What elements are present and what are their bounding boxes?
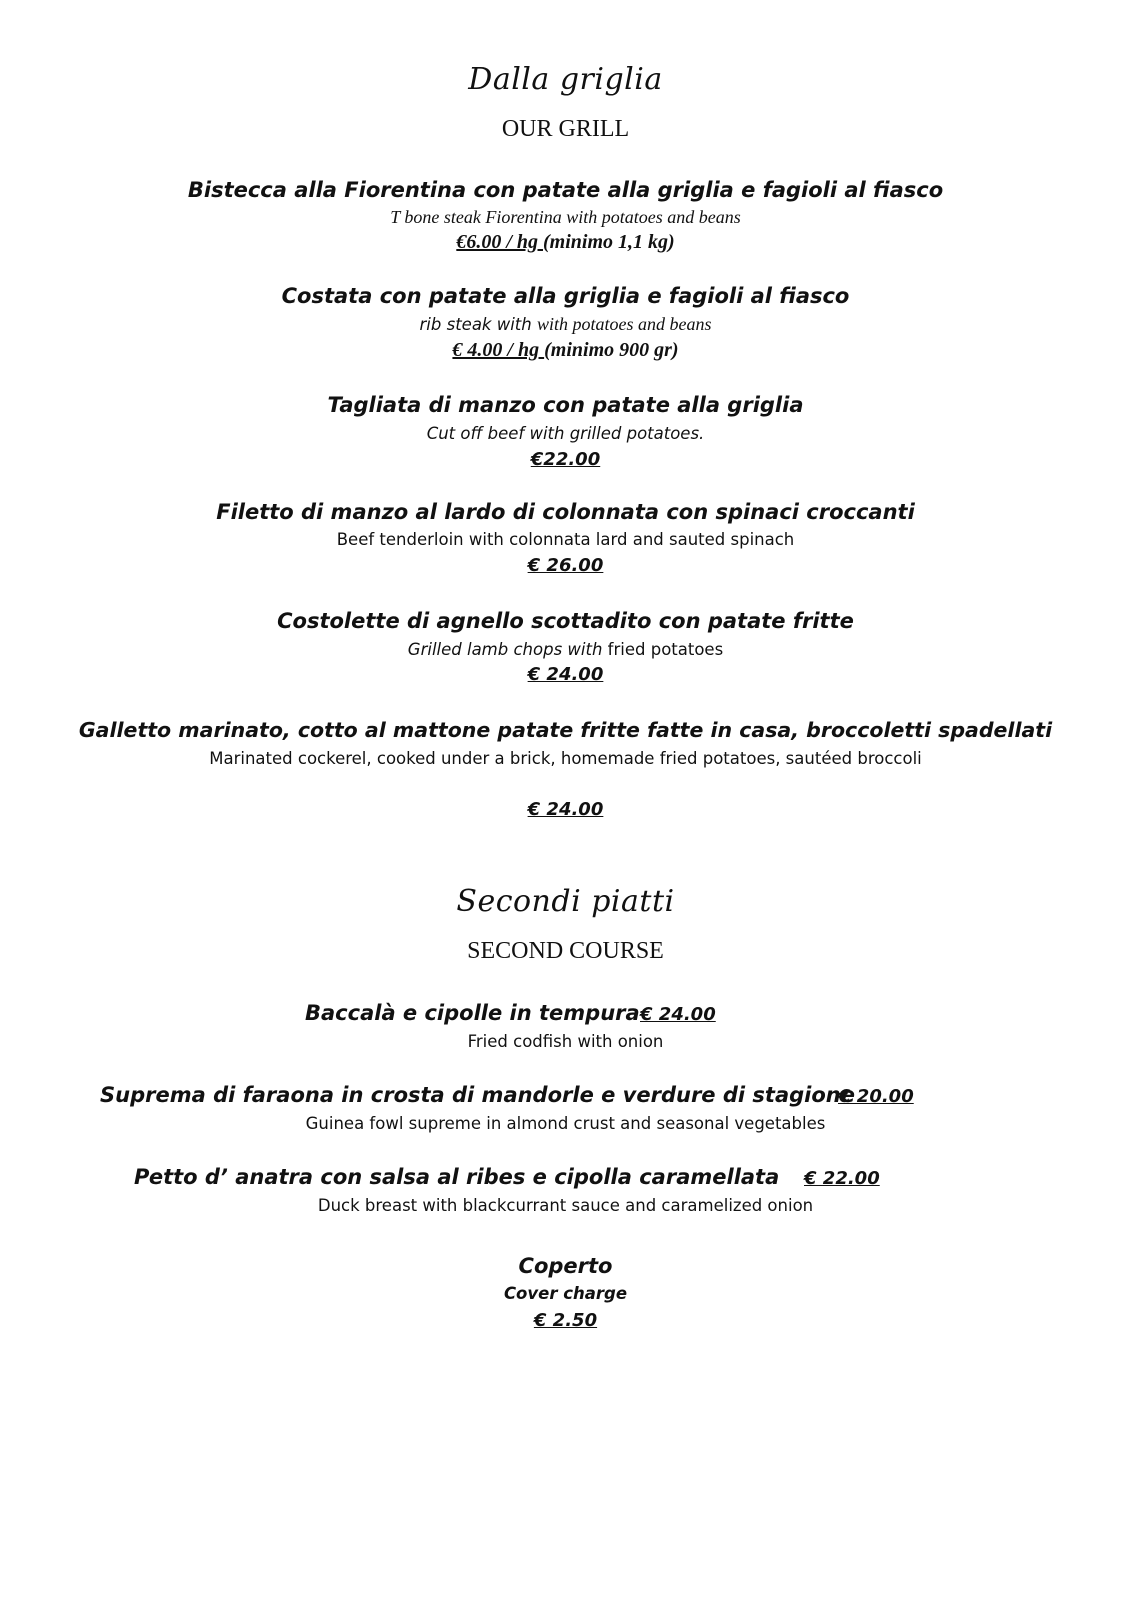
grill-item-6-desc: Marinated cockerel, cooked under a brick, homemade fried potatoes, sautéed broccoli bbox=[209, 749, 922, 768]
second-item-3-name: Petto d’ anatra con salsa al ribes e cipolla caramellata bbox=[134, 1165, 780, 1189]
second-title-script: Secondi piatti bbox=[456, 884, 675, 919]
grill-item-5-desc: Grilled lamb chops with fried potatoes bbox=[407, 640, 724, 659]
grill-title-script: Dalla griglia bbox=[468, 62, 663, 97]
grill-title-english: OUR GRILL bbox=[501, 116, 630, 142]
second-item-3-price: € 22.00 bbox=[804, 1168, 880, 1189]
grill-item-3-name: Tagliata di manzo con patate alla griglia bbox=[327, 393, 804, 417]
cover-subtitle: Cover charge bbox=[503, 1284, 628, 1303]
cover-title: Coperto bbox=[518, 1254, 613, 1278]
second-title-english: SECOND COURSE bbox=[467, 938, 664, 964]
grill-item-4-price: € 26.00 bbox=[527, 555, 604, 576]
grill-item-2-note: (minimo 900 gr) bbox=[544, 339, 679, 361]
grill-item-2-price: € 4.00 / hg bbox=[452, 339, 545, 361]
grill-item-1-price-line bbox=[0, 231, 1131, 254]
grill-item-6-price: € 24.00 bbox=[527, 799, 604, 820]
second-item-1-name: Baccalà e cipolle in tempura bbox=[305, 1001, 640, 1025]
second-item-2-desc: Guinea fowl supreme in almond crust and seasonal vegetables bbox=[305, 1114, 826, 1133]
grill-item-2-price-line bbox=[0, 339, 1131, 362]
grill-item-1-desc: T bone steak Fiorentina with potatoes and beans bbox=[390, 207, 741, 227]
grill-item-4-name: Filetto di manzo al lardo di colonnata con spinaci croccanti bbox=[216, 500, 915, 524]
second-item-2-price: € 20.00 bbox=[838, 1086, 914, 1107]
grill-item-3-price: €22.00 bbox=[530, 449, 601, 470]
second-item-2-name: Suprema di faraona in crosta di mandorle e verdure di stagione bbox=[100, 1083, 855, 1107]
second-item-3-desc: Duck breast with blackcurrant sauce and caramelized onion bbox=[317, 1196, 814, 1215]
grill-item-1-note: (minimo 1,1 kg) bbox=[543, 231, 675, 253]
grill-item-1-price: €6.00 / hg bbox=[456, 231, 543, 253]
grill-item-5-name: Costolette di agnello scottadito con patate fritte bbox=[277, 609, 854, 633]
cover-price: € 2.50 bbox=[533, 1310, 598, 1331]
second-item-1-price: € 24.00 bbox=[640, 1004, 716, 1025]
grill-item-4-desc: Beef tenderloin with colonnata lard and sauted spinach bbox=[336, 530, 795, 549]
grill-item-2-name: Costata con patate alla griglia e fagioli al fiasco bbox=[281, 284, 850, 308]
grill-item-5-price: € 24.00 bbox=[527, 664, 604, 685]
grill-item-1-name: Bistecca alla Fiorentina con patate alla griglia e fagioli al fiasco bbox=[187, 178, 944, 202]
second-item-1-desc: Fried codfish with onion bbox=[467, 1032, 664, 1051]
grill-item-6-name: Galletto marinato, cotto al mattone patate fritte fatte in casa, broccoletti spadellati bbox=[78, 718, 1053, 742]
grill-item-2-desc: rib steak with with potatoes and beans bbox=[419, 314, 712, 334]
grill-item-3-desc: Cut off beef with grilled potatoes. bbox=[426, 424, 705, 443]
